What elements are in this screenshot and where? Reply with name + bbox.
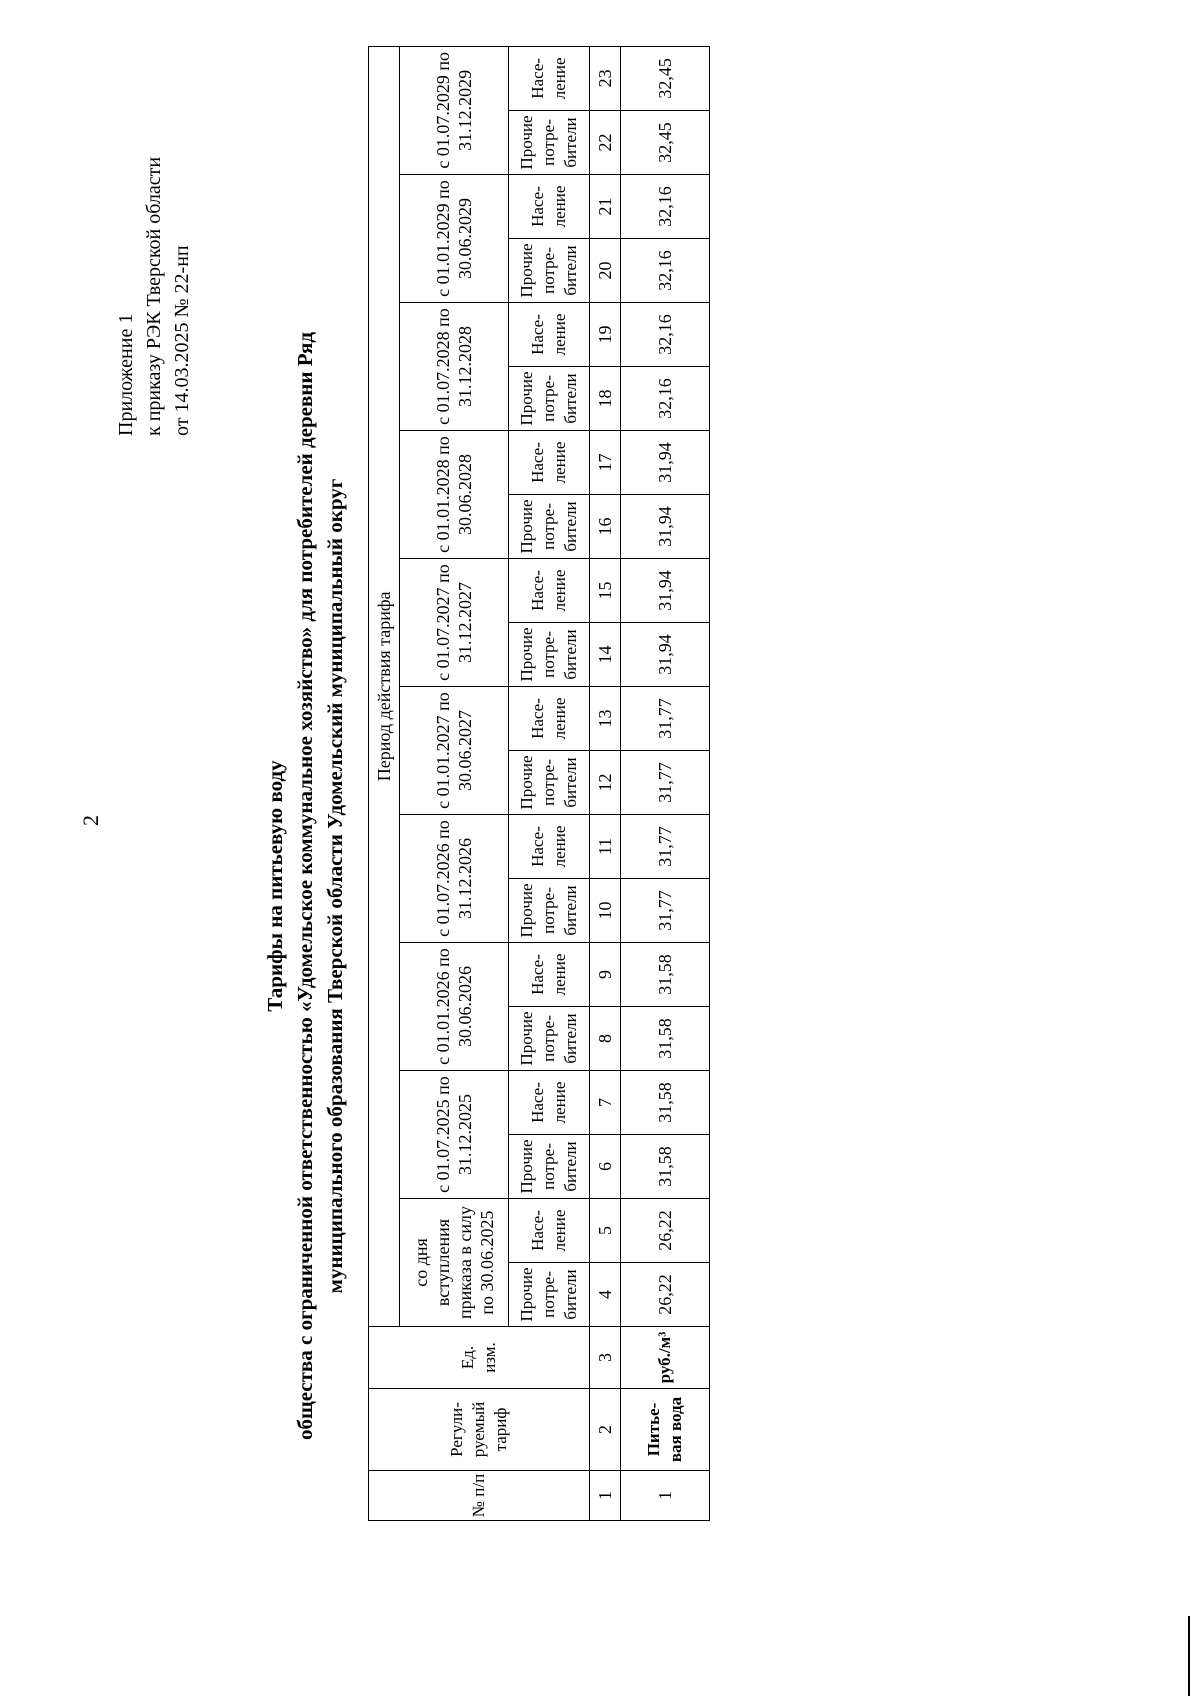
subheader-other: Прочие потре-бители xyxy=(509,367,590,431)
subheader-population: Насе-ление xyxy=(509,175,590,239)
page-number: 2 xyxy=(78,815,103,826)
column-number-cell: 22 xyxy=(590,111,621,175)
subheader-population: Насе-ление xyxy=(509,1199,590,1263)
tariff-value-cell: 31,58 xyxy=(621,943,710,1007)
column-number-cell: 3 xyxy=(590,1327,621,1389)
period-header-cell: со дня вступления приказа в силу по 30.06.2025 xyxy=(400,1199,509,1327)
row-unit: руб./м³ xyxy=(621,1327,710,1389)
column-number-cell: 2 xyxy=(590,1389,621,1471)
header-unit: Ед. изм. xyxy=(369,1327,590,1389)
period-header-cell: с 01.07.2028 по 31.12.2028 xyxy=(400,303,509,431)
tariff-value-cell: 32,16 xyxy=(621,239,710,303)
subheader-other: Прочие потре-бители xyxy=(509,879,590,943)
tariff-value-cell: 31,77 xyxy=(621,751,710,815)
period-header-cell: с 01.01.2029 по 30.06.2029 xyxy=(400,175,509,303)
subheader-population: Насе-ление xyxy=(509,943,590,1007)
subheader-population: Насе-ление xyxy=(509,303,590,367)
subheader-population: Насе-ление xyxy=(509,431,590,495)
column-number-cell: 10 xyxy=(590,879,621,943)
tariff-value-cell: 32,45 xyxy=(621,46,710,110)
column-number-cell: 6 xyxy=(590,1135,621,1199)
row-num: 1 xyxy=(621,1471,710,1521)
subheader-other: Прочие потре-бители xyxy=(509,623,590,687)
tariff-value-cell: 32,16 xyxy=(621,303,710,367)
period-header-cell: с 01.07.2025 по 31.12.2025 xyxy=(400,1071,509,1199)
column-number-cell: 4 xyxy=(590,1263,621,1327)
header-row xyxy=(509,46,590,1520)
table-row xyxy=(621,46,710,1520)
header-row xyxy=(400,46,509,1520)
tariff-value-cell: 31,94 xyxy=(621,495,710,559)
column-number-cell: 18 xyxy=(590,367,621,431)
header-row xyxy=(369,46,400,1520)
appendix-line: Приложение 1 xyxy=(115,313,137,436)
column-number-cell: 17 xyxy=(590,431,621,495)
period-header-cell: с 01.07.2027 по 31.12.2027 xyxy=(400,559,509,687)
tariff-value-cell: 31,94 xyxy=(621,431,710,495)
tariff-value-cell: 31,77 xyxy=(621,815,710,879)
tariff-value-cell: 32,45 xyxy=(621,111,710,175)
column-number-cell: 16 xyxy=(590,495,621,559)
column-number-cell: 8 xyxy=(590,1007,621,1071)
tariff-value-cell: 31,94 xyxy=(621,623,710,687)
tariff-table xyxy=(368,46,710,1521)
subheader-other: Прочие потре-бители xyxy=(509,111,590,175)
subheader-population: Насе-ление xyxy=(509,687,590,751)
column-number-cell: 9 xyxy=(590,943,621,1007)
column-number-cell: 7 xyxy=(590,1071,621,1135)
appendix-note xyxy=(112,157,196,436)
column-number-cell: 19 xyxy=(590,303,621,367)
tariff-value-cell: 31,77 xyxy=(621,687,710,751)
subheader-other: Прочие потре-бители xyxy=(509,1007,590,1071)
column-number-cell: 20 xyxy=(590,239,621,303)
title-line: муниципального образования Тверской области Удомельский муниципальный округ xyxy=(323,478,347,1294)
period-header-cell: с 01.07.2026 по 31.12.2026 xyxy=(400,815,509,943)
appendix-line: к приказу РЭК Тверской области xyxy=(143,156,165,436)
title-line: общества с ограниченной ответственностью «Удомельское коммунальное хозяйство» для потребителей деревни Ряд xyxy=(293,331,317,1441)
subheader-other: Прочие потре-бители xyxy=(509,1263,590,1327)
subheader-other: Прочие потре-бители xyxy=(509,239,590,303)
column-number-cell: 11 xyxy=(590,815,621,879)
subheader-other: Прочие потре-бители xyxy=(509,1135,590,1199)
tariff-value-cell: 31,58 xyxy=(621,1135,710,1199)
header-period: Период действия тарифа xyxy=(369,46,400,1326)
column-number-cell: 1 xyxy=(590,1471,621,1521)
period-header-cell: с 01.07.2029 по 31.12.2029 xyxy=(400,46,509,174)
footer-divider xyxy=(1188,1616,1190,1696)
column-number-cell: 15 xyxy=(590,559,621,623)
tariff-value-cell: 26,22 xyxy=(621,1199,710,1263)
tariff-value-cell: 31,94 xyxy=(621,559,710,623)
period-header-cell: с 01.01.2027 по 30.06.2027 xyxy=(400,687,509,815)
tariff-value-cell: 31,58 xyxy=(621,1007,710,1071)
subheader-other: Прочие потре-бители xyxy=(509,751,590,815)
header-tariff: Регули-руемый тариф xyxy=(369,1389,590,1471)
tariff-value-cell: 32,16 xyxy=(621,367,710,431)
column-number-cell: 21 xyxy=(590,175,621,239)
column-number-row xyxy=(590,46,621,1520)
title-line: Тарифы на питьевую воду xyxy=(263,760,287,1012)
row-tariff: Питье-вая вода xyxy=(621,1389,710,1471)
appendix-line: от 14.03.2025 № 22-нп xyxy=(171,245,193,436)
tariff-value-cell: 32,16 xyxy=(621,175,710,239)
column-number-cell: 23 xyxy=(590,46,621,110)
subheader-population: Насе-ление xyxy=(509,1071,590,1135)
column-number-cell: 14 xyxy=(590,623,621,687)
subheader-population: Насе-ление xyxy=(509,46,590,110)
tariff-value-cell: 31,77 xyxy=(621,879,710,943)
tariff-value-cell: 26,22 xyxy=(621,1263,710,1327)
tariff-value-cell: 31,58 xyxy=(621,1071,710,1135)
column-number-cell: 12 xyxy=(590,751,621,815)
header-num: № п/п xyxy=(369,1471,590,1521)
period-header-cell: с 01.01.2028 по 30.06.2028 xyxy=(400,431,509,559)
subheader-population: Насе-ление xyxy=(509,815,590,879)
column-number-cell: 5 xyxy=(590,1199,621,1263)
subheader-population: Насе-ление xyxy=(509,559,590,623)
document-title xyxy=(260,136,350,1636)
subheader-other: Прочие потре-бители xyxy=(509,495,590,559)
column-number-cell: 13 xyxy=(590,687,621,751)
period-header-cell: с 01.01.2026 по 30.06.2026 xyxy=(400,943,509,1071)
